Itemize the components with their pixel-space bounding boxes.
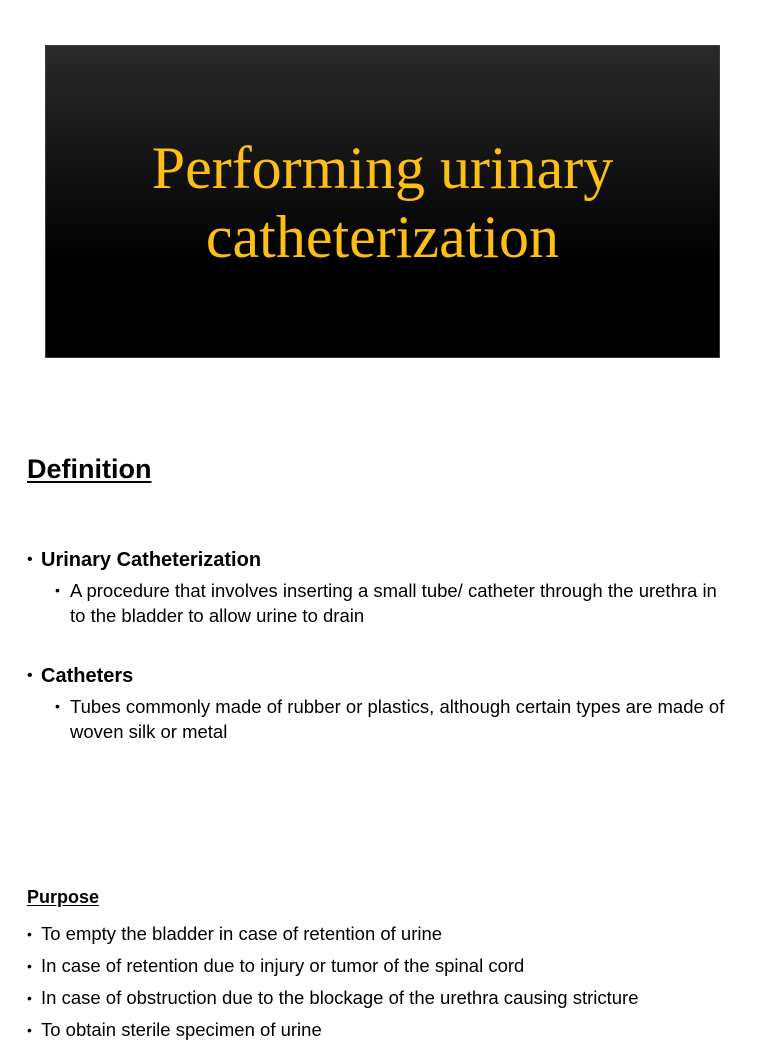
definition-term: • Catheters [27, 662, 727, 690]
definition-item [27, 546, 727, 628]
purpose-item: • To empty the bladder in case of retention of urine [27, 918, 747, 950]
definition-description: • Tubes commonly made of rubber or plastics, although certain types are made of woven silk or metal [70, 694, 727, 744]
slide-title [152, 134, 614, 272]
slide-title-line-1: Performing urinary [151, 134, 614, 201]
definition-item [27, 662, 727, 744]
slide-title-line-2: catheterization [205, 203, 560, 270]
title-slide [45, 45, 720, 358]
purpose-item: • In case of obstruction due to the blockage of the urethra causing stricture [27, 982, 747, 1014]
definition-description: • A procedure that involves inserting a small tube/ catheter through the urethra in to the bladder to allow urine to drain [70, 578, 727, 628]
definition-term: • Urinary Catheterization [27, 546, 727, 574]
definition-heading: Definition [27, 454, 152, 484]
purpose-list [27, 918, 747, 1046]
purpose-item: • To obtain sterile specimen of urine [27, 1014, 747, 1046]
purpose-item: • In case of retention due to injury or tumor of the spinal cord [27, 950, 747, 982]
purpose-heading: Purpose [27, 887, 100, 907]
